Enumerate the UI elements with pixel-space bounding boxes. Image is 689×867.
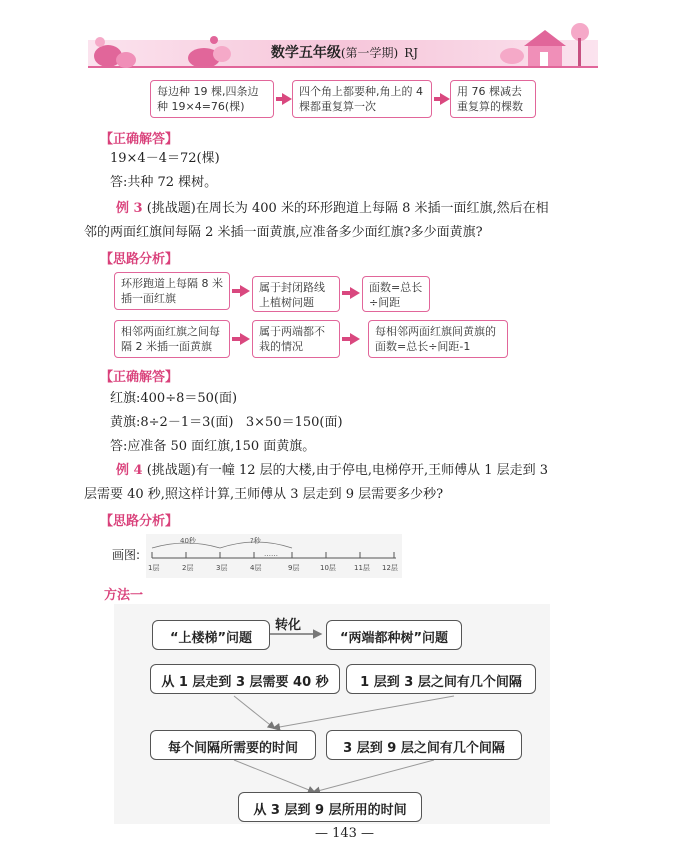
flow-row2-arrow-2: [350, 333, 360, 345]
arrow-box3-to-box5: [234, 696, 274, 728]
diagram-dots: ……: [264, 550, 278, 558]
diagram-label: 画图:: [112, 548, 141, 562]
flow-row1-box-1: 环形跑道上每隔 8 米插一面红旗: [114, 272, 230, 310]
tick-label-7: 11层: [354, 564, 370, 572]
answer-3-text: 答:应准备 50 面红旗,150 面黄旗。: [110, 439, 316, 454]
flow-row2-box-1: 相邻两面红旗之间每隔 2 米插一面黄旗: [114, 320, 230, 358]
term-label: (第一学期): [340, 46, 399, 60]
top-flow-arrow-2: [440, 93, 450, 105]
analysis-heading-1: 【思路分析】: [100, 252, 179, 267]
method-box-time-per-interval: 每个间隔所需要的时间: [150, 730, 316, 760]
method-box-stairs-problem: “上楼梯”问题: [152, 620, 270, 650]
tick-label-1: 1层: [148, 564, 160, 572]
example-3-tag: (挑战题): [146, 201, 196, 216]
tick-label-3: 3层: [216, 564, 228, 572]
flow-row1-arrow-2: [350, 287, 360, 299]
example-3-line-1: [116, 200, 636, 218]
example-4-label: 例 4: [116, 463, 143, 478]
edition-label: RJ: [404, 46, 419, 60]
example-3-text-1: 在周长为 400 米的环形跑道上每隔 8 米插一面红旗,然后在相: [195, 201, 549, 216]
correct-answer-heading-2: 【正确解答】: [100, 370, 179, 385]
answer-1-text: 答:共种 72 棵树。: [110, 175, 218, 190]
analysis-heading-2: 【思路分析】: [100, 514, 179, 529]
correct-answer-heading-1: 【正确解答】: [100, 132, 179, 147]
answer-1-equation: 19×4－4＝72(棵): [110, 151, 220, 166]
book-title: 数学五年级: [270, 45, 341, 61]
method-box-3-to-9-intervals: 3 层到 9 层之间有几个间隔: [326, 730, 522, 760]
brace-unknown-label: ?秒: [250, 537, 261, 545]
example-4-line-1: [116, 462, 636, 480]
arrow-box6-to-box7: [314, 760, 434, 792]
tick-label-2: 2层: [182, 564, 194, 572]
flow-row1-arrow-1: [240, 285, 250, 297]
arrow-box5-to-box7: [234, 760, 314, 792]
brace-40s-label: 40秒: [180, 537, 196, 545]
tick-label-8: 12层: [382, 564, 398, 572]
answer-3-red: 红旗:400÷8＝50(面): [110, 391, 238, 406]
example-4-text-1: 有一幢 12 层的大楼,由于停电,电梯停开,王师傅从 1 层走到 3: [195, 463, 549, 478]
method-box-both-ends-problem: “两端都种树”问题: [326, 620, 462, 650]
example-4-tag: (挑战题): [146, 463, 196, 478]
tick-label-6: 10层: [320, 564, 336, 572]
flow-row2-box-2: 属于两端都不栽的情况: [252, 320, 340, 358]
top-flow-box-2: 四个角上都要种,角上的 4 棵都重复算一次: [292, 80, 432, 118]
example-3-line-2: 邻的两面红旗间每隔 2 米插一面黄旗,应准备多少面红旗?多少面黄旗?: [84, 225, 483, 240]
answer-3-yellow: 黄旗:8÷2－1＝3(面) 3×50＝150(面): [110, 415, 343, 430]
method-one-label: 方法一: [104, 588, 144, 603]
tick-label-4: 4层: [250, 564, 262, 572]
flow-row2-box-3: 每相邻两面红旗间黄旗的面数=总长÷间距-1: [368, 320, 508, 358]
method-box-1-to-3-time: 从 1 层走到 3 层需要 40 秒: [150, 664, 340, 694]
floor-diagram: [146, 534, 402, 578]
flow-row2-arrow-1: [240, 333, 250, 345]
method-convert-label: 转化: [275, 618, 302, 633]
example-4-line-2: 层需要 40 秒,照这样计算,王师傅从 3 层走到 9 层需要多少秒?: [84, 487, 444, 502]
top-flow-box-1: 每边种 19 棵,四条边种 19×4=76(棵): [150, 80, 274, 118]
method-box-1-to-3-intervals: 1 层到 3 层之间有几个间隔: [346, 664, 536, 694]
example-3-label: 例 3: [116, 201, 143, 216]
header-title: [0, 42, 689, 62]
top-flow-box-3: 用 76 棵减去重复算的棵数: [450, 80, 536, 118]
tick-label-5: 9层: [288, 564, 300, 572]
flow-row1-box-2: 属于封闭路线上植树问题: [252, 276, 340, 312]
arrow-box4-to-box5: [274, 696, 454, 728]
page-number: — 143 —: [314, 826, 375, 841]
top-flow-arrow-1: [282, 93, 292, 105]
flow-row1-box-3: 面数=总长÷间距: [362, 276, 430, 312]
method-box-3-to-9-time: 从 3 层到 9 层所用的时间: [238, 792, 422, 822]
